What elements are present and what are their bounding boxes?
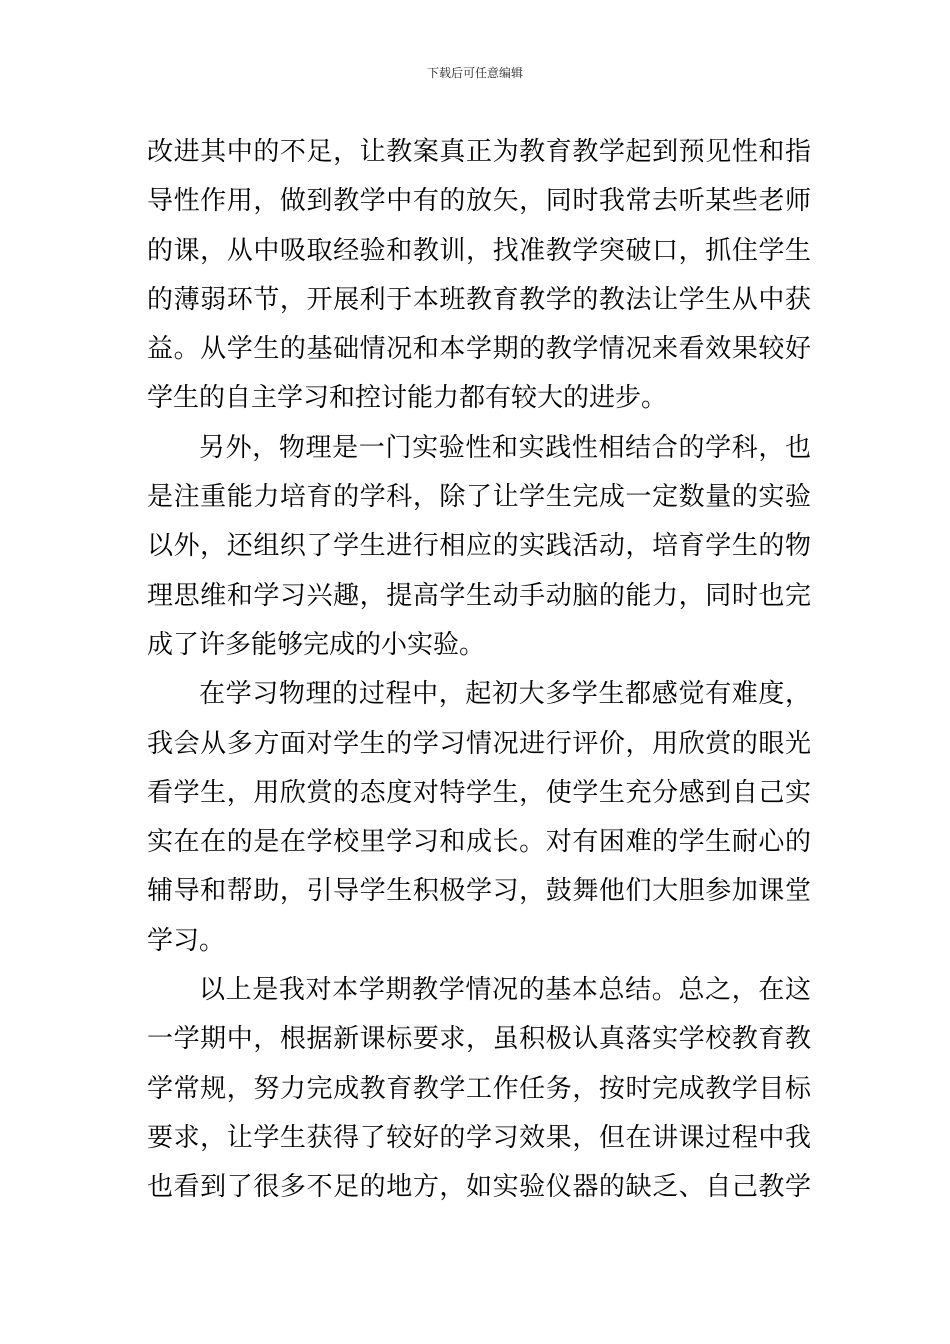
- paragraph-3: [147, 670, 811, 966]
- text-line: 一学期中，根据新课标要求，虽积极认真落实学校教育教: [147, 1024, 811, 1055]
- text-line: 导性作用，做到教学中有的放矢，同时我常去听某些老师: [147, 186, 811, 217]
- text-line: 也看到了很多不足的地方，如实验仪器的缺乏、自己教学: [147, 1172, 811, 1203]
- page-header: 下载后可任意编辑: [426, 66, 523, 80]
- text-line: 学习。: [147, 925, 226, 956]
- paragraph-2: [147, 424, 811, 670]
- text-line: 的课，从中吸取经验和教训，找准教学突破口，抓住学生: [147, 235, 811, 266]
- text-line: 学生的自主学习和控讨能力都有较大的进步。: [147, 383, 668, 414]
- text-line: 以上是我对本学期教学情况的基本总结。总之，在这: [199, 975, 811, 1006]
- text-line: 辅导和帮助，引导学生积极学习，鼓舞他们大胆参加课堂: [147, 876, 811, 907]
- text-line: 实在在的是在学校里学习和成长。对有困难的学生耐心的: [147, 827, 811, 858]
- paragraph-4: [147, 966, 811, 1212]
- text-line: 要求，让学生获得了较好的学习效果，但在讲课过程中我: [147, 1122, 811, 1153]
- text-line: 我会从多方面对学生的学习情况进行评价，用欣赏的眼光: [147, 728, 811, 759]
- text-line: 的薄弱环节，开展利于本班教育教学的教法让学生从中获: [147, 284, 811, 315]
- text-line: 成了许多能够完成的小实验。: [147, 629, 486, 660]
- paragraph-1: [147, 128, 811, 424]
- text-line: 在学习物理的过程中，起初大多学生都感觉有难度，: [199, 679, 811, 710]
- text-line: 学常规，努力完成教育教学工作任务，按时完成教学目标: [147, 1073, 811, 1104]
- document-body: [147, 128, 811, 1213]
- text-line: 看学生，用欣赏的态度对特学生，使学生充分感到自己实: [147, 777, 811, 808]
- text-line: 是注重能力培育的学科，除了让学生完成一定数量的实验: [147, 482, 811, 513]
- text-line: 理思维和学习兴趣，提高学生动手动脑的能力，同时也完: [147, 580, 811, 611]
- text-line: 益。从学生的基础情况和本学期的教学情况来看效果较好: [147, 334, 811, 365]
- text-line: 以外，还组织了学生进行相应的实践活动，培育学生的物: [147, 531, 811, 562]
- text-line: 改进其中的不足，让教案真正为教育教学起到预见性和指: [147, 137, 811, 167]
- text-line: 另外，物理是一门实验性和实践性相结合的学科，也: [199, 432, 811, 463]
